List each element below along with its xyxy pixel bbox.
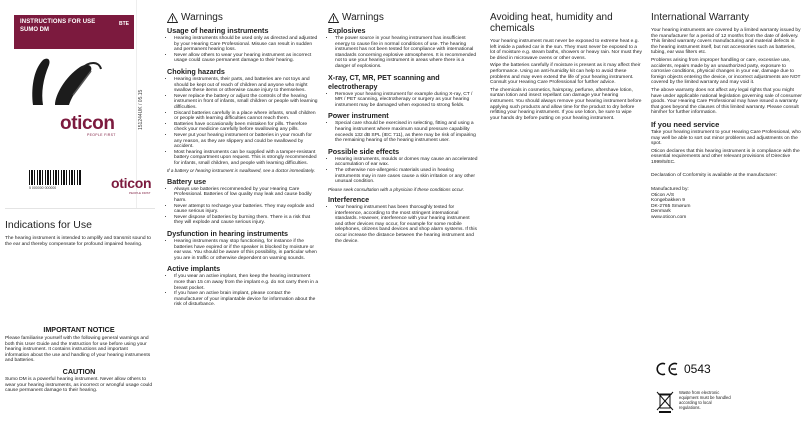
dysfunction-title: Dysfunction in hearing instruments — [167, 229, 289, 239]
usage-title: Usage of hearing instruments — [167, 26, 269, 35]
warnings-heading — [167, 12, 319, 23]
list-item: • Discard batteries carefully in a place where infants, small children or people with learning difficulties cannot reach them. — [174, 111, 319, 122]
xray-list — [328, 92, 478, 109]
interference-list — [328, 205, 478, 244]
back-tagline: PEOPLE FIRST — [129, 191, 151, 195]
list-item: • Special care should be exercised in selecting, fitting and using a hearing instrument where maximum sound pressure capability exceeds 132 dB SPL (IEC 711), as there may be risk of impairing the remaining hearing of the hearing instrument user. — [335, 121, 478, 143]
list-item: • If you have an active brain implant, please contact the manufacturer of your implantable device for information about the risk of disturbance. — [174, 291, 319, 308]
address-line: Kongebakken 9 — [651, 198, 685, 204]
warranty-heading: International Warranty — [651, 12, 750, 23]
battery-title: Battery use — [167, 176, 207, 186]
declaration-text: Declaration of Conformity is available at the manufacturer: — [651, 173, 777, 179]
heat-paragraph: The chemicals in cosmetics, hairspray, perfume, aftershave lotion, suntan lotion and insect repellant can damage your hearing instrument. You should always remove your hearing instrument before applying such products and allow time for the product to dry before refitting your hearing instrument. If you use lotion, be sure to wipe your hands dry before putting on your hearing instrument. — [490, 87, 642, 121]
caution-body: Sumo DM is a powerful hearing instrument. Never allow others to wear your hearing instruments, as incorrect or wrongful usage could cause permanent damage to their hearing. — [5, 376, 153, 394]
caution-title: CAUTION — [62, 366, 96, 376]
warranty-paragraph: The above warranty does not affect any legal rights that you might have under applicable national legislation governing sale of consumer goods. Your Hearing Care Professional may have issued a warranty that goes beyond the clauses of this limited warranty. Please consult him/her for further information. — [651, 87, 802, 116]
warranty-paragraph: Your hearing instruments are covered by a limited warranty issued by the manufacturer for a period of 12 months from the date of delivery. This limited warranty covers manufacturing and material defects in the hearing instrument itself, but not accessories such as batteries, tubing, ear wax filters etc. — [651, 28, 801, 56]
document-code: 151244UK / 05.15 — [138, 89, 144, 130]
back-logo: oticon — [111, 175, 152, 191]
badge-title: INSTRUCTIONS FOR USE — [20, 19, 96, 25]
side-effects-list — [328, 157, 478, 185]
power-title: Power instrument — [328, 111, 389, 121]
heat-paragraph: Wipe the batteries carefully if moisture is present as it may affect their performance. Using an anti-humidity kit can help to avoid these problems and may even extend the life of your hearing instrument. Consult your Hearing Care Professional for further advice. — [490, 63, 641, 86]
list-item: • Never allow others to wear your hearing instrument as incorrect usage could cause permanent damage to their hearing. — [174, 53, 319, 64]
list-item: • The power source in your hearing instrument has insufficient energy to cause fire in normal conditions of use. The hearing instrument has not been tested for compliance with international standards concerning explosive atmospheres. It is recommended not to use your hearing instrument in areas where there is a danger of explosions. — [335, 36, 478, 70]
explosives-title: Explosives — [328, 26, 366, 35]
manufacturer-label: Manufactured by: — [651, 187, 689, 193]
list-item: • Hearing instruments may stop functioning, for instance if the batteries have expired or if the speaker is blocked by moisture or ear wax. You should be aware of this possibility, in particular when you are in traffic or otherwise dependent on warning sounds. — [174, 239, 319, 261]
list-item: • Most hearing instruments can be supplied with a tamper-resistant battery compartment upon request. This is strongly recommended for infants, small children, and people with learning difficulties. — [174, 150, 319, 167]
warranty-paragraph: Problems arising from improper handling or care, excessive use, accidents, repairs made by an unauthorized party, exposure to corrosive conditions, physical changes in your ear, damage due to foreign objects entering the device, or incorrect adjustments are NOT covered by the limited warranty and may void it. — [651, 57, 801, 86]
list-item: • Hearing instruments should be used only as directed and adjusted by your Hearing Care Professional. Misuse can result in sudden and permanent hearing loss. — [174, 36, 319, 53]
compliance-text: Oticon declares that this hearing instrument is in compliance with the essential requirements and other relevant provisions of Directive 1999/5/EC. — [651, 148, 800, 165]
column-warnings-2 — [324, 0, 482, 433]
choking-list — [167, 77, 319, 167]
warnings-heading-text: Warnings — [342, 12, 384, 23]
list-item: • Always use batteries recommended by your Hearing Care Professional. Batteries of low quality may leak and cause bodily harm. — [174, 187, 319, 204]
list-item: • Remove your hearing instrument for example during X-ray, CT / MR / PET scanning, electrotherapy or surgery as your hearing instrument may be damaged when exposed to strong fields. — [335, 92, 478, 109]
title-badge — [14, 15, 134, 49]
list-item: • Never replace the battery or adjust the controls of the hearing instrument in front of infants, small children or people with learning difficulties. — [174, 94, 319, 111]
ce-number: 0543 — [684, 362, 711, 376]
notice-body: Please familiarise yourself with the following general warnings and both this User Guide and the Instruction for use before using your hearing instrument. It contains instructions and important information about the use and handling of your hearing instruments and batteries. — [5, 336, 151, 364]
choking-note: If a battery or hearing instrument is swallowed, see a doctor immediately. — [167, 168, 316, 174]
heat-heading: Avoiding heat, humidity and chemicals — [490, 12, 613, 34]
barcode — [29, 170, 81, 185]
dysfunction-list — [167, 239, 319, 261]
badge-type: BTE — [119, 21, 129, 27]
hearing-aid-image — [25, 55, 105, 107]
crossed-bin-icon — [655, 390, 675, 414]
service-body: Take your hearing instrument to your Hearing Care Professional, who may well be able to sort out minor problems and adjustments on the spot. — [651, 129, 801, 147]
warning-triangle-icon — [328, 13, 339, 23]
xray-title: X-ray, CT, MR, PET scanning and electrotherapy — [328, 72, 440, 91]
usage-list — [167, 36, 319, 64]
column-warnings-1 — [163, 0, 323, 433]
list-item: • Batteries have occasionally been mistaken for pills. Therefore check your medicine carefully before swallowing any pills. — [174, 122, 319, 133]
intended-use-heading: Indications for Use — [5, 219, 92, 231]
important-notice — [5, 325, 153, 396]
address-line: Oticon A/S — [651, 192, 675, 198]
warning-triangle-icon — [167, 13, 178, 23]
side-effects-title: Possible side effects — [328, 146, 400, 156]
intended-use-text: The hearing instrument is intended to amplify and transmit sound to the ear and thereby compensate for profound impaired hearing. — [5, 236, 151, 247]
implants-title: Active implants — [167, 264, 221, 274]
cover-panel — [5, 0, 155, 209]
ce-mark — [655, 362, 711, 376]
ce-icon — [655, 362, 679, 376]
address-line: DK-2765 Smørum — [651, 203, 691, 209]
interference-title: Interference — [328, 195, 370, 205]
choking-title: Choking hazards — [167, 66, 225, 76]
side-effects-note: Please seek consultation with a physician if these conditions occur. — [328, 186, 465, 192]
list-item: • Hearing instruments, their parts, and batteries are not toys and should be kept out of reach of children and anyone who might swallow these items or otherwise cause injury to themselves. — [174, 77, 319, 94]
service-title: If you need service — [651, 119, 720, 129]
warnings-heading-2 — [328, 12, 478, 23]
explosives-list — [328, 36, 478, 70]
heat-paragraph: Your hearing instrument must never be exposed to extreme heat e.g. left inside a parked car in the sun. They must never be exposed to a lot of moisture e.g. steam baths, showers or heavy rain. Nor must they be dried in microwave ovens or other ovens. — [490, 39, 642, 61]
list-item: • Your hearing instrument has been thoroughly tested for interference, according to the most stringent international standards. However, interference with your hearing instrument and other devices may occur, for example for some mobile telephones, citizens band devices and shop alarm systems. If this occur increase the distance between the hearing instrument and the device. — [335, 205, 478, 244]
power-list — [328, 121, 478, 143]
list-item: • Never dispose of batteries by burning them. There is a risk that they will explode and cause serious injury. — [174, 215, 319, 226]
column-cover-intro — [0, 0, 160, 433]
weee-notice — [655, 390, 805, 414]
tagline: PEOPLE FIRST — [87, 133, 116, 137]
notice-title: IMPORTANT NOTICE — [43, 325, 115, 334]
barcode-number: 5 000000 000000 — [29, 186, 57, 190]
list-item: • Never attempt to recharge your batteries. They may explode and cause serious injury. — [174, 204, 319, 215]
address-line: Denmark — [651, 209, 671, 215]
column-heat-humidity — [486, 0, 646, 433]
list-item: • Never put your hearing instrument or batteries in your mouth for any reason, as they are slippery and could be swallowed by accident. — [174, 133, 319, 150]
oticon-logo: oticon — [60, 113, 115, 134]
list-item: • Hearing instruments, moulds or domes may cause an accelerated accumulation of ear wax. — [335, 157, 478, 168]
weee-text: Waste from electronic equipment must be handled according to local regulations. — [679, 390, 731, 410]
list-item: • If you wear an active implant, then keep the hearing instrument more than 15 cm away from the implant e.g. do not carry them in a breast pocket. — [174, 274, 319, 291]
warnings-heading-text: Warnings — [181, 12, 223, 23]
list-item: • The otherwise non-allergenic materials used in hearing instruments may in rare cases cause a skin irritation or any other unusual condition. — [335, 168, 478, 185]
badge-model: SUMO DM — [20, 27, 49, 33]
implants-list — [167, 274, 319, 308]
battery-list — [167, 187, 319, 226]
address-line: www.oticon.com — [651, 215, 687, 221]
